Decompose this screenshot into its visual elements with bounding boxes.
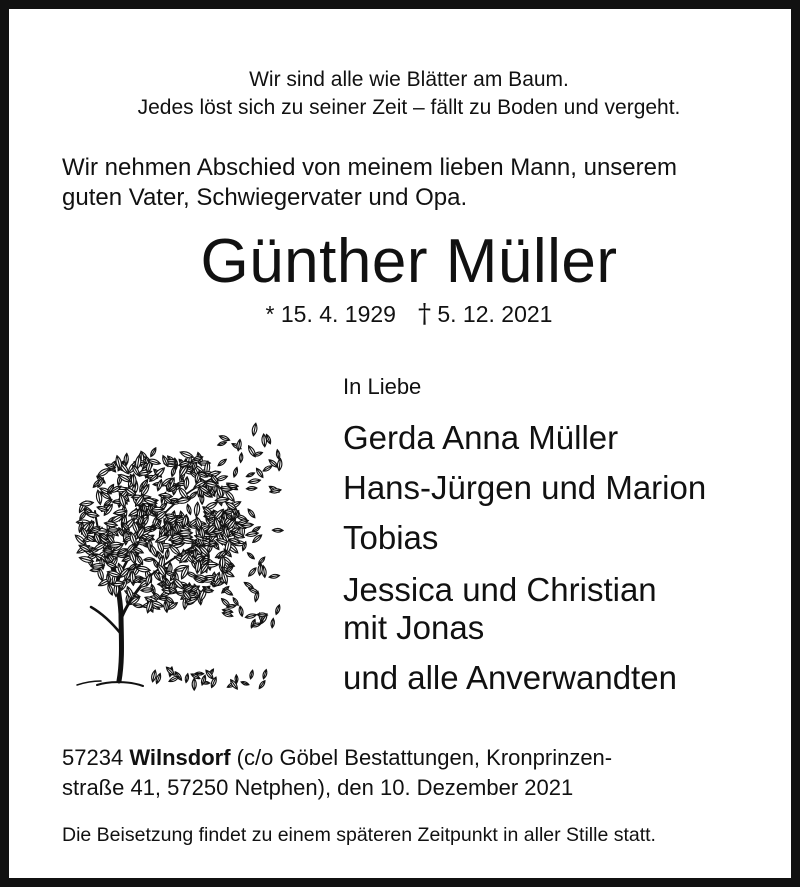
mourner-name: mit Jonas (343, 609, 485, 646)
place-town: Wilnsdorf (129, 745, 231, 770)
birth-symbol: * (265, 301, 275, 327)
death-cross-icon: † (417, 299, 431, 329)
death-date: 5. 12. 2021 (437, 301, 553, 327)
mourners-heading: In Liebe (343, 374, 422, 399)
mourner-name: Gerda Anna Müller (343, 419, 619, 456)
tree-with-falling-leaves-icon (61, 419, 291, 694)
intro-line-1: Wir nehmen Abschied von meinem lieben Mann, unserem (62, 154, 677, 181)
deceased-name: Günther Müller (200, 227, 618, 296)
mourner-name: und alle Anverwandten (343, 659, 677, 696)
place-zip: 57234 (62, 745, 124, 770)
quote-line-2: Jedes löst sich zu seiner Zeit – fällt zu Boden und vergeht. (137, 96, 681, 119)
mourner-name: Tobias (343, 519, 439, 556)
place-line-1 (62, 743, 760, 773)
place-line-2: straße 41, 57250 Netphen), den 10. Dezember 2021 (62, 775, 574, 800)
funeral-note: Die Beisetzung findet zu einem späteren Zeitpunkt in aller Stille statt. (62, 824, 656, 846)
birth-date: 15. 4. 1929 (280, 301, 396, 327)
place-line-1-rest: (c/o Göbel Bestattungen, Kronprinzen- (236, 745, 613, 770)
mourner-name: Hans-Jürgen und Marion (343, 469, 707, 506)
quote-line-1: Wir sind alle wie Blätter am Baum. (249, 68, 569, 91)
life-dates (9, 299, 800, 329)
mourner-name: Jessica und Christian (343, 571, 657, 608)
intro-line-2: guten Vater, Schwiegervater und Opa. (62, 184, 468, 211)
